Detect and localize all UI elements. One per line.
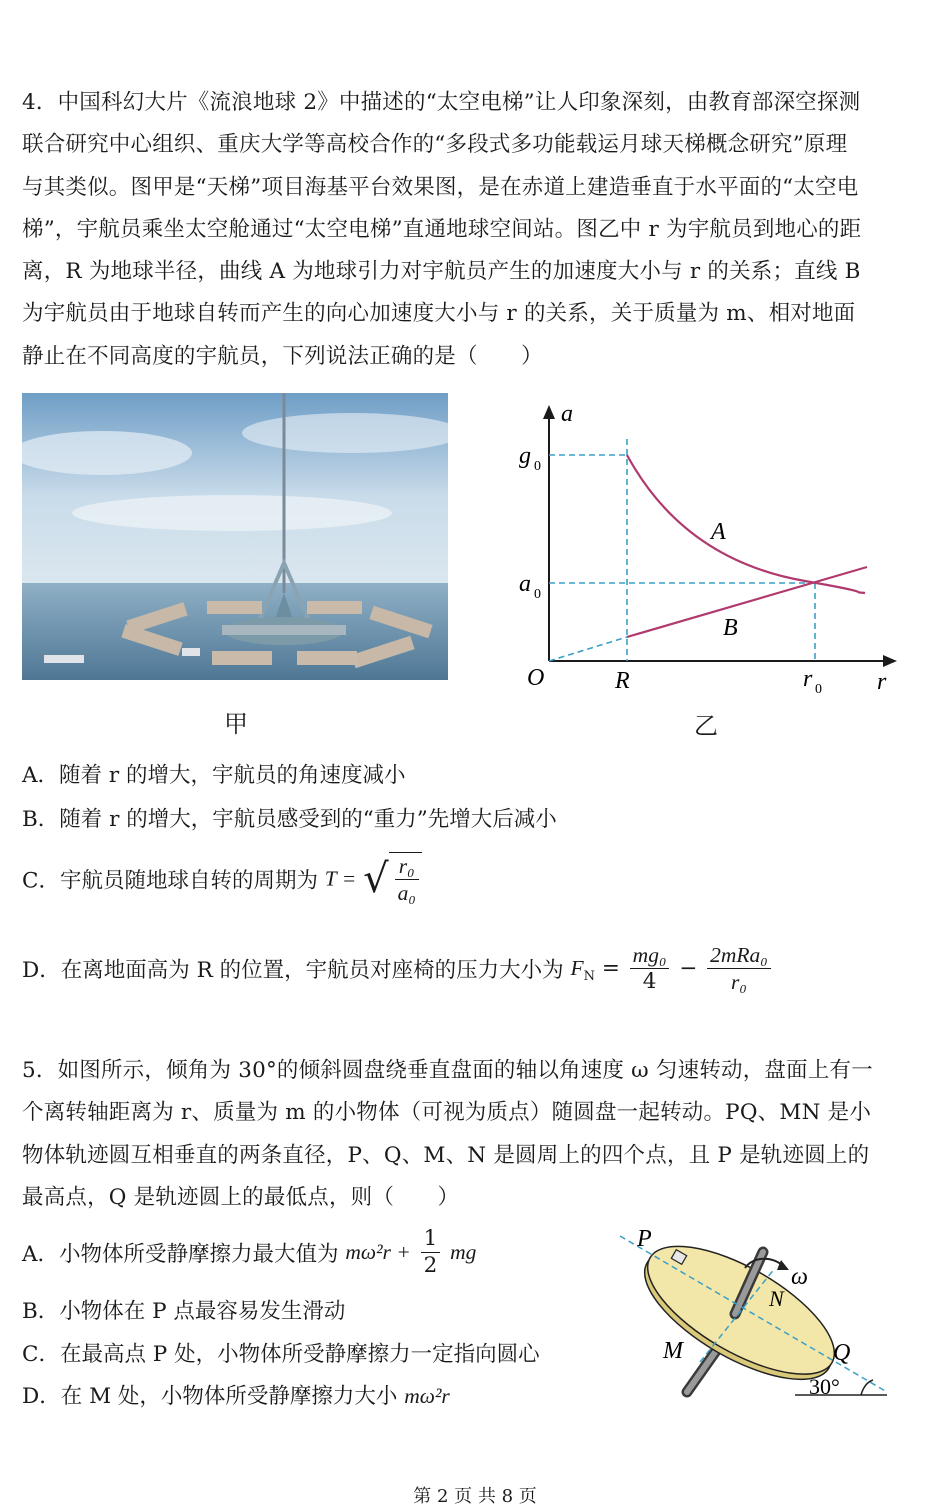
label-n: N: [769, 1286, 784, 1311]
guide-lines: [549, 439, 815, 661]
figure-jia-label: 甲: [224, 710, 248, 738]
q5-option-a-num: 1: [421, 1226, 441, 1253]
q4-option-d-f: F: [570, 956, 584, 980]
a0-sub: 0: [534, 587, 541, 602]
q4-option-a: A．随着 r 的增大，宇航员的角速度减小: [22, 763, 406, 788]
figure-yi-label: 乙: [694, 712, 718, 740]
q5-line: 个离转轴距离为 r、质量为 m 的小物体（可视为质点）随圆盘一起转动。PQ、MN 是小: [22, 1100, 872, 1126]
curve-a-label: A: [711, 519, 726, 545]
q5-option-d-text: D．在 M 处，小物体所受静摩擦力大小: [22, 1384, 398, 1409]
q4-option-c-den: a₀: [397, 881, 416, 905]
q4-option-d-fsub: N: [583, 968, 595, 984]
q5-line: 5．如图所示，倾角为 30°的倾斜圆盘绕垂直盘面的轴以角速度 ω 匀速转动，盘面上有一: [22, 1058, 873, 1083]
label-angle: 30°: [809, 1374, 840, 1399]
label-p: P: [637, 1226, 652, 1252]
q4-line: 静止在不同高度的宇航员，下列说法正确的是（ ）: [22, 343, 543, 369]
page-footer: 第 2 页 共 8 页: [413, 1486, 537, 1507]
y-axis-label: a: [561, 401, 573, 427]
q5-option-a-tail: mg: [450, 1240, 477, 1264]
q4-line: 离，R 为地球半径，曲线 A 为地球引力对宇航员产生的加速度大小与 r 的关系；直线 B: [22, 259, 861, 285]
q4-option-b: B．随着 r 的增大，宇航员感受到的“重力”先增大后减小: [22, 807, 557, 832]
q4-option-d-minus: −: [679, 956, 698, 981]
origin-label: O: [527, 665, 545, 691]
q5-option-a-expr: mω²r +: [345, 1240, 411, 1264]
q4-option-d-eq: =: [601, 956, 620, 981]
q4-option-c-t: T =: [324, 866, 357, 891]
q5-option-b: B．小物体在 P 点最容易发生滑动: [22, 1299, 346, 1324]
q5-stem: [22, 1050, 902, 1219]
x-axis-arrow: [883, 655, 897, 667]
q5-option-a-text: A．小物体所受静摩擦力最大值为: [22, 1242, 339, 1267]
q4-option-d-text: D．在离地面高为 R 的位置，宇航员对座椅的压力大小为: [22, 958, 564, 983]
q4-option-d: [22, 942, 774, 995]
q4-line: 4．中国科幻大片《流浪地球 2》中描述的“太空电梯”让人印象深刻，由教育部深空探测: [22, 90, 861, 115]
q4-line: 为宇航员由于地球自转而产生的向心加速度大小与 r 的关系，关于质量为 m、相对地面: [22, 301, 856, 327]
q4-option-c: [22, 852, 422, 906]
g0-sub: 0: [534, 459, 541, 474]
label-m: M: [663, 1338, 683, 1364]
q5-option-d-expr: mω²r: [404, 1384, 450, 1408]
x-axis-label: r: [877, 669, 887, 695]
q4-option-c-num: r₀: [395, 853, 419, 880]
sqrt-sign: √: [363, 856, 389, 902]
curve-a: [627, 455, 865, 593]
q4-stem: [22, 82, 902, 378]
line-b-label: B: [723, 615, 738, 641]
r0-sub: 0: [815, 682, 822, 697]
q5-option-c: C．在最高点 P 处，小物体所受静摩擦力一定指向圆心: [22, 1342, 540, 1367]
q5-option-d: [22, 1379, 450, 1410]
q4-line: 与其类似。图甲是“天梯”项目海基平台效果图，是在赤道上建造垂直于水平面的“太空电: [22, 174, 859, 200]
q4-option-d-f2-num: 2mRa₀: [707, 942, 771, 969]
q4-option-d-f1-den: 4: [642, 969, 657, 994]
q4-option-c-text: C．宇航员随地球自转的周期为: [22, 868, 318, 894]
figure-yi-graph: [505, 395, 905, 705]
q4-option-d-f1-num: mg₀: [630, 942, 670, 969]
sqrt-body: [389, 852, 422, 906]
q5-line: 物体轨迹圆互相垂直的两条直径，P、Q、M、N 是圆周上的四个点，且 P 是轨迹圆上的: [22, 1142, 870, 1168]
g0-label: g: [519, 443, 531, 469]
figure-jia-photo: [22, 393, 448, 680]
line-b: [627, 567, 867, 637]
q5-option-a: [22, 1226, 476, 1279]
label-omega: ω: [791, 1264, 808, 1290]
r-big-label: R: [615, 668, 630, 694]
q4-line: 联合研究中心组织、重庆大学等高校合作的“多段式多功能载运月球天梯概念研究”原理: [22, 132, 848, 158]
q4-option-d-f2-den: r₀: [731, 970, 747, 994]
label-q: Q: [833, 1340, 851, 1366]
r0-label: r: [803, 666, 813, 692]
y-axis-arrow: [543, 405, 555, 419]
a0-label: a: [519, 571, 531, 597]
figure-inclined-disk: [605, 1222, 905, 1407]
q4-line: 梯”，宇航员乘坐太空舱通过“太空电梯”直通地球空间站。图乙中 r 为宇航员到地心的距: [22, 216, 862, 242]
q5-line: 最高点，Q 是轨迹圆上的最低点，则（ ）: [22, 1184, 460, 1210]
q5-option-a-den: 2: [423, 1253, 438, 1278]
